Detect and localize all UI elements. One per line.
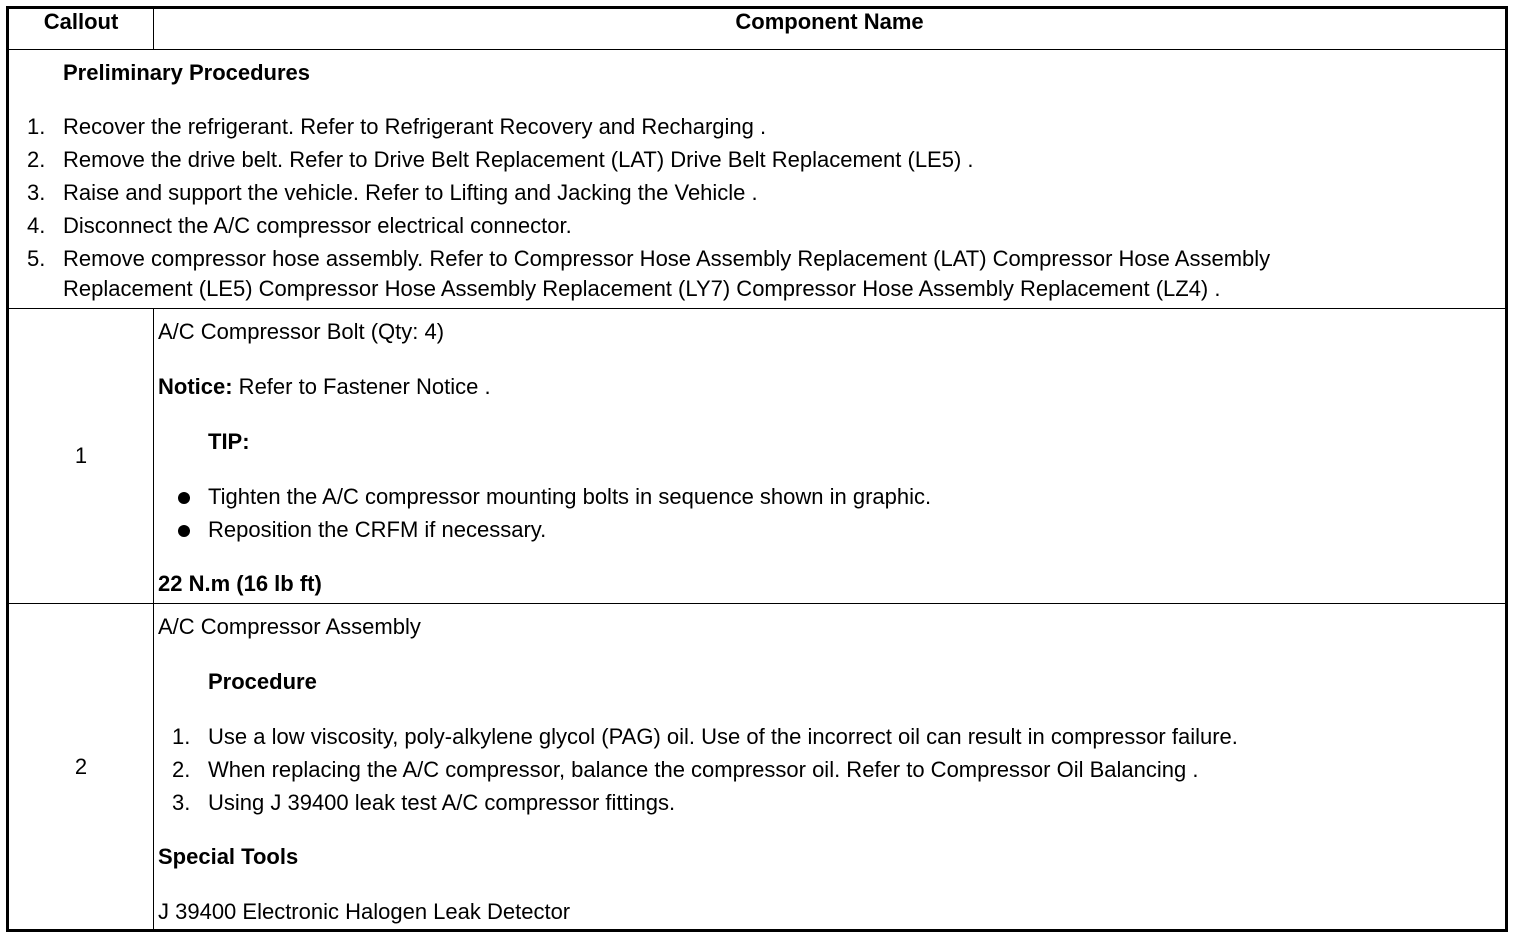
procedure-step-text: Using J 39400 leak test A/C compressor fittings. [208,790,676,815]
prelim-step-text: Remove compressor hose assembly. Refer to Compressor Hose Assembly Replacement (LAT) Compressor Hose Assembly [63,246,1271,271]
preliminary-row [8,50,1507,309]
notice [158,374,491,400]
header-callout: Callout [8,8,154,50]
special-tool: J 39400 Electronic Halogen Leak Detector [158,899,571,924]
component-cell-1 [154,309,1507,604]
prelim-step-text: Disconnect the A/C compressor electrical connector. [63,213,572,238]
prelim-step-num: 3. [27,180,46,205]
callout-number: 2 [8,604,154,931]
prelim-step-text: Raise and support the vehicle. Refer to Lifting and Jacking the Vehicle . [63,180,758,205]
header-component-name: Component Name [154,8,1507,50]
prelim-step-num: 4. [27,213,46,238]
component-name: A/C Compressor Bolt (Qty: 4) [158,319,445,344]
component-cell-2 [154,604,1507,931]
tip-label: TIP: [208,429,250,454]
prelim-step-num: 2. [27,147,46,172]
bullet-icon [178,525,190,537]
special-tools-label: Special Tools [158,844,299,869]
component-name: A/C Compressor Assembly [158,614,421,639]
tip-item: Reposition the CRFM if necessary. [208,517,547,542]
procedure-step-text: When replacing the A/C compressor, balance the compressor oil. Refer to Compressor Oil Balancing . [208,757,1199,782]
callout-row-2 [8,604,1507,931]
procedure-step-num: 3. [172,790,191,815]
callout-number: 1 [8,309,154,604]
notice-text: Refer to Fastener Notice . [232,374,491,399]
bullet-icon [178,492,190,504]
prelim-step-text-cont: Replacement (LE5) Compressor Hose Assembly Replacement (LY7) Compressor Hose Assembly Replacement (LZ4) . [63,276,1221,301]
callout-row-1 [8,309,1507,604]
tip-item: Tighten the A/C compressor mounting bolts in sequence shown in graphic. [208,484,932,509]
procedure-table [6,6,1508,932]
procedure-step-num: 1. [172,724,191,749]
notice-label: Notice: [158,374,233,399]
prelim-step-text: Remove the drive belt. Refer to Drive Belt Replacement (LAT) Drive Belt Replacement (LE5) . [63,147,974,172]
prelim-step-num: 5. [27,246,46,271]
procedure-step-num: 2. [172,757,191,782]
preliminary-cell [8,50,1507,309]
procedure-label: Procedure [208,669,317,694]
prelim-step-num: 1. [27,114,46,139]
procedure-step-text: Use a low viscosity, poly-alkylene glycol (PAG) oil. Use of the incorrect oil can result in compressor failure. [208,724,1238,749]
prelim-step-text: Recover the refrigerant. Refer to Refrigerant Recovery and Recharging . [63,114,767,139]
preliminary-title: Preliminary Procedures [63,60,311,85]
torque-spec: 22 N.m (16 lb ft) [158,571,322,596]
table-header-row [8,8,1507,50]
